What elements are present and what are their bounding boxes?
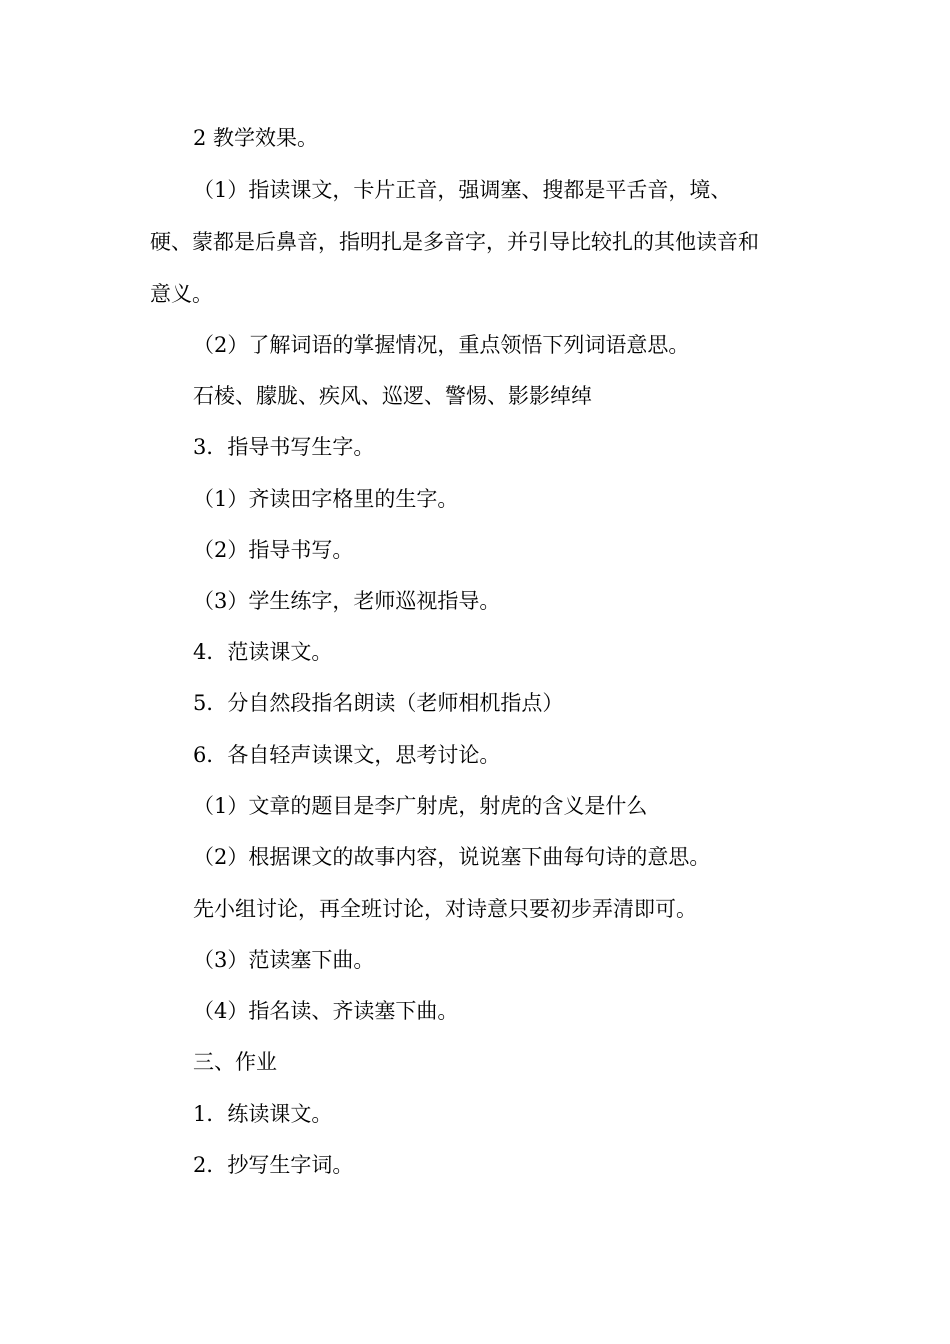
paragraph-line: 先小组讨论，再全班讨论，对诗意只要初步弄清即可。: [193, 897, 697, 921]
paragraph-line: 2 教学效果。: [193, 126, 319, 150]
paragraph-line: （1）指读课文，卡片正音，强调塞、搜都是平舌音，境、: [193, 178, 732, 202]
paragraph-line: （1）齐读田字格里的生字。: [193, 487, 459, 511]
paragraph-line: （4）指名读、齐读塞下曲。: [193, 999, 459, 1023]
paragraph-line: 石棱、朦胧、疾风、巡逻、警惕、影影绰绰: [193, 384, 592, 408]
paragraph-line: 1．练读课文。: [193, 1102, 333, 1126]
section-heading: 三、作业: [193, 1050, 277, 1074]
paragraph-line: （2）了解词语的掌握情况，重点领悟下列词语意思。: [193, 333, 690, 357]
paragraph-line: （1）文章的题目是李广射虎，射虎的含义是什么: [193, 794, 648, 818]
paragraph-line: 硬、蒙都是后鼻音，指明扎是多音字，并引导比较扎的其他读音和: [150, 230, 759, 254]
paragraph-line: 5．分自然段指名朗读（老师相机指点）: [193, 691, 564, 715]
paragraph-line: （2）根据课文的故事内容，说说塞下曲每句诗的意思。: [193, 845, 711, 869]
paragraph-line: 6．各自轻声读课文，思考讨论。: [193, 743, 501, 767]
paragraph-line: （2）指导书写。: [193, 538, 354, 562]
paragraph-line: 2．抄写生字词。: [193, 1153, 354, 1177]
paragraph-line: 4．范读课文。: [193, 640, 333, 664]
paragraph-line: 3．指导书写生字。: [193, 435, 375, 459]
paragraph-line: （3）学生练字，老师巡视指导。: [193, 589, 501, 613]
paragraph-line: 意义。: [150, 282, 213, 306]
paragraph-line: （3）范读塞下曲。: [193, 948, 375, 972]
